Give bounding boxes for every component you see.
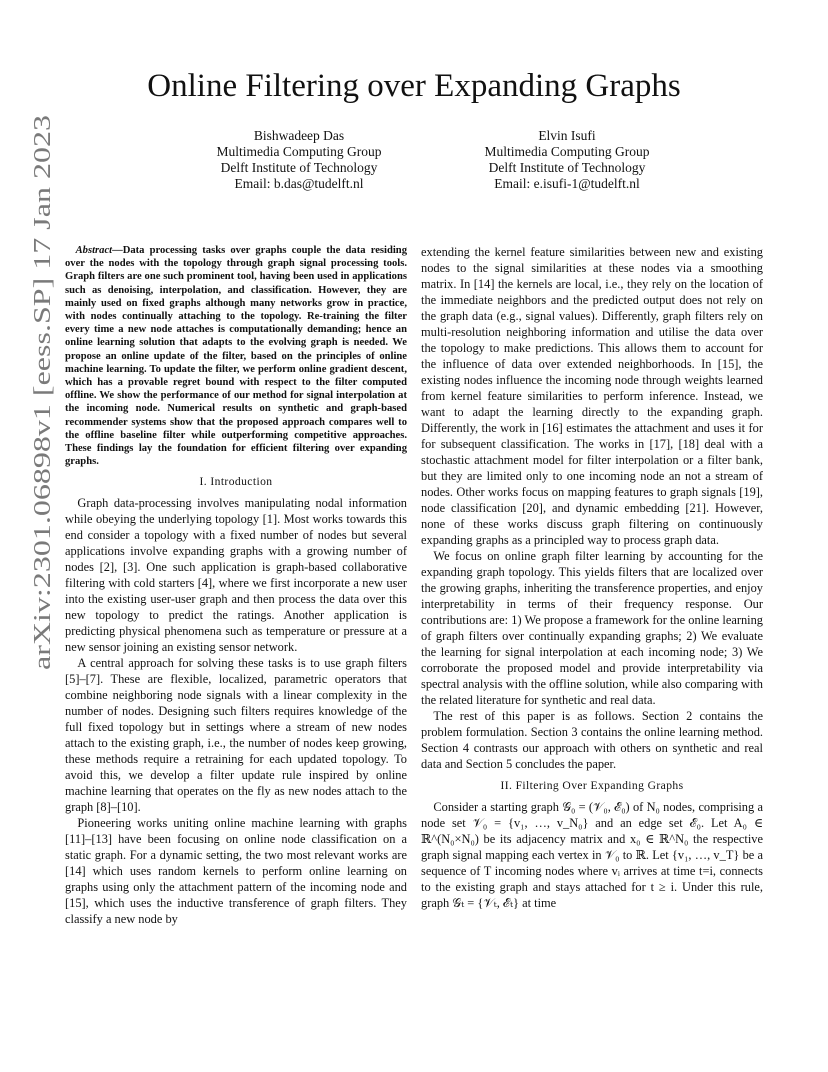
body-paragraph: The rest of this paper is as follows. Section 2 contains the problem formulation. Section 3 contains the online learning method. Section 4 contrasts our approach with others on synthetic and real data and Section 5 concludes the paper.: [421, 709, 763, 771]
body-paragraph: Consider a starting graph 𝒢₀ = (𝒱₀, ℰ₀) of N₀ nodes, comprising a node set 𝒱₀ = {v₁, …, v_N₀} and an edge set ℰ₀. Let A₀ ∈ ℝ^(N₀×N₀) be its adjacency matrix and x₀ ∈ ℝ^N₀ the respective graph signal mapping each vertex in 𝒱₀ to ℝ. Let {v₁, …, v_T} be a sequence of T incoming nodes where vᵢ arrives at time t=i, connects to the existing graph and stays attached for t ≥ i. Under this rule, graph 𝒢ₜ = {𝒱ₜ, ℰₜ} at time: [421, 800, 763, 910]
abstract-label: Abstract: [75, 245, 113, 256]
body-paragraph: Pioneering works uniting online machine learning with graphs [11]–[13] have been focusing on online node classification on a static graph. For a dynamic setting, the two most relevant works are [14] which uses random kernels to perform online learning on graphs using only the attachment pattern of the incoming node and [15], which uses the inductive transference of graph filters. They classify a new node by: [65, 816, 407, 927]
body-paragraph: A central approach for solving these tasks is to use graph filters [5]–[7]. These are flexible, localized, parametric operators that combine neighboring node signals with a linear complexity in the number of nodes. Designing such filters requires knowledge of the full fixed topology but in settings where a stream of new nodes attach to the existing graph, i.e., the number of nodes keep growing, these methods require a retraining for each updated topology. To avoid this, we develop a filter update rule inspired by online machine learning that operates on the fly as new nodes attach to the graph [8]–[10].: [65, 656, 407, 815]
body-paragraph: We focus on online graph filter learning by accounting for the expanding graph topology. This yields filters that are localized over the growing graphs, inheriting the transference properties, and enjoy interpretability in terms of their frequency response. Our contributions are: 1) We propose a framework for the online learning of graph filters over continually expanding graphs; 2) We evaluate the learning for signal interpolation at each incoming node; 3) We corroborate the proposed model and provide interpretability via spectral analysis with the offline solution, while also comparing with the related literature for synthetic and real data.: [421, 549, 763, 707]
author-email: Email: b.das@tudelft.nl: [234, 176, 364, 191]
author-block-1: [174, 128, 424, 192]
author-group: Multimedia Computing Group: [216, 144, 382, 159]
arxiv-stamp-text: arXiv:2301.06898v1 [eess.SP] 17 Jan 2023: [30, 254, 56, 670]
right-column: [421, 244, 763, 911]
arxiv-stamp: [6, 110, 66, 670]
author-name: Bishwadeep Das: [253, 128, 345, 143]
abstract: [65, 244, 407, 468]
paper-title: Online Filtering over Expanding Graphs: [147, 68, 681, 104]
author-institute: Delft Institute of Technology: [488, 160, 646, 175]
author-name: Elvin Isufi: [538, 128, 596, 143]
body-paragraph: Graph data-processing involves manipulating nodal information while obeying the underlying topology [1]. Most works towards this end consider a topology with a fixed number of nodes but several applications involve expanding graphs with a growing number of nodes [2], [3]. One such application is graph-based collaborative filtering with cold starters [4], where we first incorporate a new user into the existing user-user graph and then process the data over this new topology to predict the ratings. Another application is predicting physical phenomena such as temperature or pressure at a new sensor joining an existing sensor network.: [65, 496, 407, 655]
author-block-2: [442, 128, 692, 192]
body-paragraph: extending the kernel feature similarities between new and existing nodes to the signal similarities at these nodes via a smoothing matrix. In [14] the kernels are local, i.e., they rely on the location of the immediate neighbors and the predicted output does not rely on the graph data (e.g., signal values). Differently, graph filters rely on multi-resolution neighboring information and utilise the data over the topology to make predictions. This allows them to account for the influence of data over extended neighborhoods. In [15], the existing nodes influence the incoming node through weights learned from kernel feature similarities to perform inference. Instead, we want to adapt the learning directly to the expanding graph. Differently, the work in [16] estimates the attachment and uses it for for subsequent classification. The works in [17], [18] deal with a stochastic attachment model for filter interpolation or a filter bank, but they are limited only to one incoming node an not a stream of nodes. Other works focus on mapping features to graph signals [19], node classification [20], and dynamic embedding [21]. However, none of these works discuss graph filtering on continuously expanding graphs as a principled way to process graph data.: [421, 245, 763, 547]
abstract-text: —Data processing tasks over graphs couple the data residing over the nodes with the topology through graph signal processing tools. Graph filters are one such prominent tool, having been used in applications such as denoising, interpolation, and classification. However, they are mainly used on fixed graphs although many networks grow in practice, with nodes continually attaching to the topology. Re-training the filter every time a new node attaches is computationally demanding; hence an online learning solution that adapts to the evolving graph is needed. We propose an online update of the filter, based on the principles of online machine learning. To update the filter, we perform online gradient descent, which has a provable regret bound with respect to the filter computed offline. We show the performance of our method for signal interpolation at the incoming node. Numerical results on synthetic and graph-based recommender systems show that the proposed approach compares well to the offline baseline filter while outperforming competitive approaches. These findings lay the foundation for efficient filtering over expanding graphs.: [65, 245, 407, 468]
section-heading-filtering: II. Filtering Over Expanding Graphs: [500, 779, 684, 792]
section-heading-introduction: I. Introduction: [199, 475, 273, 489]
left-column: [65, 244, 407, 927]
author-institute: Delft Institute of Technology: [220, 160, 378, 175]
author-group: Multimedia Computing Group: [484, 144, 650, 159]
author-email: Email: e.isufi-1@tudelft.nl: [494, 176, 640, 191]
